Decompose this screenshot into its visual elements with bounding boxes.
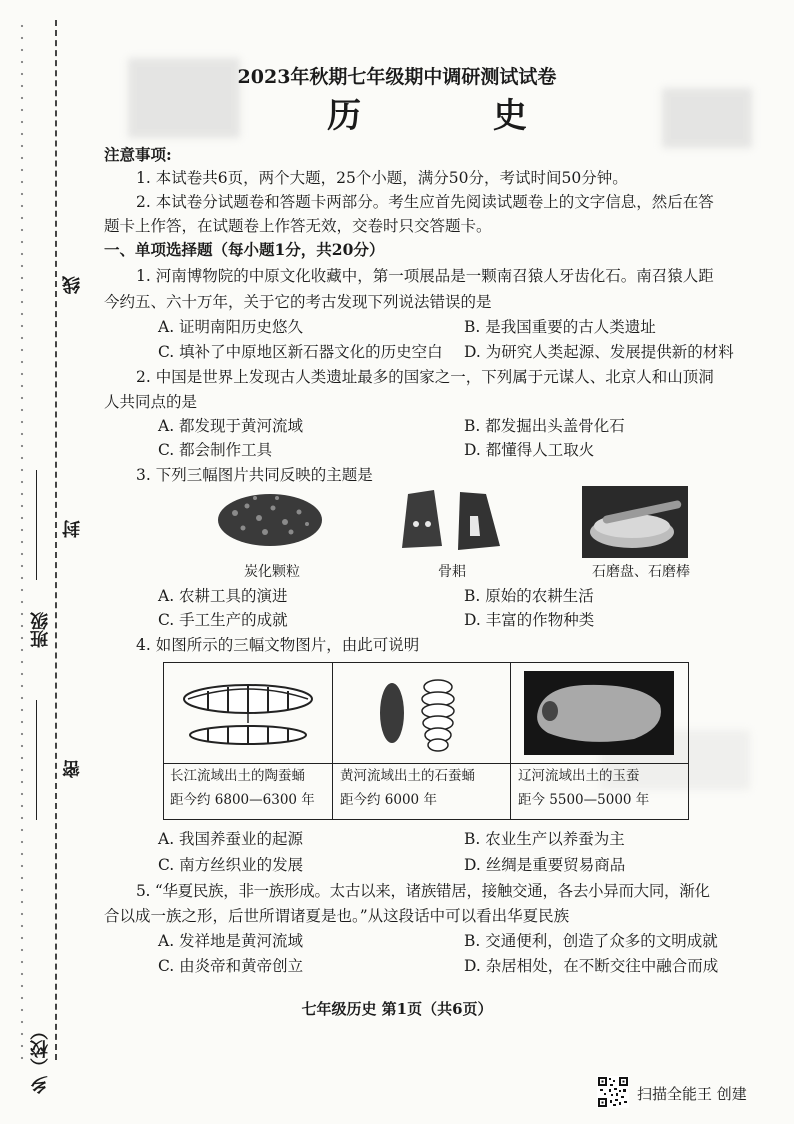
q3-stem: 3. 下列三幅图片共同反映的主题是	[136, 466, 373, 484]
scanner-watermark: 扫描全能王 创建	[637, 1085, 747, 1103]
class-underline	[36, 470, 37, 580]
q4-caption-1-line-2: 距今约 6800—6300 年	[170, 792, 315, 808]
q4-caption-2-line-2: 距今约 6000 年	[340, 792, 437, 808]
q5-option-b: B. 交通便利，创造了众多的文明成就	[464, 932, 718, 950]
q1-option-c: C. 填补了中原地区新石器文化的历史空白	[158, 343, 443, 361]
q5-stem-line-2: 合以成一族之形，后世所谓诸夏是也。”从这段话中可以看出华夏民族	[104, 907, 570, 925]
q2-option-c: C. 都会制作工具	[158, 441, 273, 459]
q5-option-a: A. 发祥地是黄河流域	[158, 932, 304, 950]
q1-option-d: D. 为研究人类起源、发展提供新的材料	[464, 343, 734, 361]
q4-option-a: A. 我国养蚕业的起源	[158, 830, 304, 848]
q3-option-d: D. 丰富的作物种类	[464, 611, 595, 629]
q1-option-a: A. 证明南阳历史悠久	[158, 318, 304, 336]
seal-mark-feng: 封	[62, 520, 83, 538]
pottery-silkworm-image	[178, 679, 318, 751]
stone-silkworm-image	[370, 673, 480, 757]
school-label: 乡（校）	[30, 1022, 51, 1094]
q2-option-a: A. 都发现于黄河流域	[158, 417, 304, 435]
jade-silkworm-image	[524, 671, 674, 755]
page-footer: 七年级历史 第1页（共6页）	[301, 1000, 493, 1018]
millstone-image	[582, 486, 688, 558]
q4-option-d: D. 丝绸是重要贸易商品	[464, 856, 626, 874]
q3-option-b: B. 原始的农耕生活	[464, 587, 594, 605]
q1-stem-line-1: 1. 河南博物院的中原文化收藏中，第一项展品是一颗南召猿人牙齿化石。南召猿人距	[136, 267, 714, 285]
notes-item-2-line-2: 题卡上作答，在试题卷上作答无效，交卷时只交答题卡。	[104, 217, 492, 235]
binding-dashed-line	[55, 20, 57, 1060]
section-1-heading: 一、单项选择题（每小题1分，共20分）	[104, 240, 385, 259]
q4-artifact-table	[163, 662, 689, 820]
q2-stem-line-1: 2. 中国是世界上发现古人类遗址最多的国家之一，下列属于元谋人、北京人和山顶洞	[136, 368, 714, 386]
q3-caption-3: 石磨盘、石磨棒	[592, 564, 690, 580]
q3-option-c: C. 手工生产的成就	[158, 611, 288, 629]
seal-mark-xian: 线	[62, 276, 83, 294]
carbonized-grain-image	[215, 488, 325, 548]
table-row-divider	[164, 763, 688, 764]
q3-caption-2: 骨耜	[438, 564, 466, 580]
bone-spade-image	[398, 486, 508, 554]
q3-caption-1: 炭化颗粒	[244, 564, 300, 580]
notes-item-2-line-1: 2. 本试卷分试题卷和答题卡两部分。考生应首先阅读试题卷上的文字信息，然后在答	[136, 193, 714, 211]
notes-heading: 注意事项:	[104, 145, 172, 164]
subject-title: 历 史	[327, 96, 587, 136]
q3-option-a: A. 农耕工具的演进	[158, 587, 288, 605]
q2-option-d: D. 都懂得人工取火	[464, 441, 595, 459]
binding-dots	[20, 20, 24, 1060]
q5-stem-line-1: 5. “华夏民族，非一族形成。太古以来，诸族错居，接触交通，各去小异而大同，渐化	[136, 882, 710, 900]
q5-option-c: C. 由炎帝和黄帝创立	[158, 957, 304, 975]
q5-option-d: D. 杂居相处，在不断交往中融合而成	[464, 957, 719, 975]
q2-option-b: B. 都发掘出头盖骨化石	[464, 417, 625, 435]
notes-item-1: 1. 本试卷共6页，两个大题，25个小题，满分50分，考试时间50分钟。	[136, 169, 628, 187]
q4-caption-2-line-1: 黄河流域出土的石蚕蛹	[340, 768, 475, 784]
q4-caption-1-line-1: 长江流域出土的陶蚕蛹	[170, 768, 305, 784]
q1-stem-line-2: 今约五、六十万年，关于它的考古发现下列说法错误的是	[104, 293, 492, 311]
q4-option-b: B. 农业生产以养蚕为主	[464, 830, 625, 848]
q2-stem-line-2: 人共同点的是	[104, 393, 198, 411]
q4-option-c: C. 南方丝织业的发展	[158, 856, 304, 874]
seal-mark-mi: 密	[62, 760, 83, 778]
class-label: 班级	[30, 612, 51, 648]
q4-stem: 4. 如图所示的三幅文物图片，由此可说明	[136, 636, 420, 654]
qr-code-icon	[597, 1076, 629, 1108]
q4-caption-3-line-1: 辽河流域出土的玉蚕	[518, 768, 640, 784]
exam-title: 2023年秋期七年级期中调研测试试卷	[237, 66, 557, 88]
q1-option-b: B. 是我国重要的古人类遗址	[464, 318, 656, 336]
q4-caption-3-line-2: 距今 5500—5000 年	[518, 792, 650, 808]
school-underline	[36, 700, 37, 820]
